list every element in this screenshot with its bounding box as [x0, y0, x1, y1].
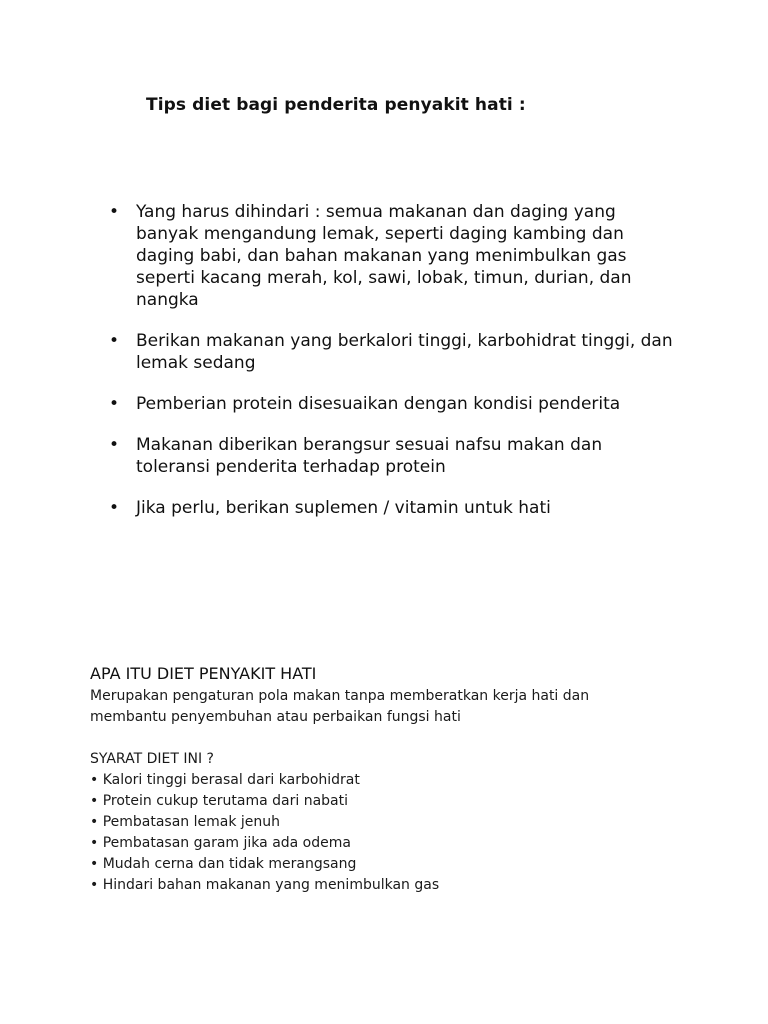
- bullet-icon: •: [109, 331, 120, 351]
- spacer: [90, 728, 730, 749]
- tip-text: Jika perlu, berikan suplemen / vitamin untuk hati: [136, 498, 551, 518]
- definition-line: Merupakan pengaturan pola makan tanpa memberatkan kerja hati dan: [90, 688, 590, 704]
- list-item: [109, 434, 679, 478]
- list-item: [109, 497, 679, 519]
- list-item: • Hindari bahan makanan yang menimbulkan gas: [90, 877, 440, 893]
- syarat-list: [90, 770, 730, 896]
- list-item: [109, 393, 679, 415]
- list-item: • Kalori tinggi berasal dari karbohidrat: [90, 772, 360, 788]
- tip-text: Makanan diberikan berangsur sesuai nafsu makan dan toleransi penderita terhadap protein: [136, 435, 603, 477]
- section-heading: APA ITU DIET PENYAKIT HATI: [90, 664, 317, 683]
- list-item: • Pembatasan garam jika ada odema: [90, 835, 351, 851]
- bullet-icon: •: [109, 498, 120, 518]
- page-title: Tips diet bagi penderita penyakit hati :: [146, 95, 526, 115]
- definition-section: [90, 662, 730, 896]
- syarat-heading: SYARAT DIET INI ?: [90, 751, 214, 767]
- tips-list: [109, 201, 679, 538]
- list-item: • Mudah cerna dan tidak merangsang: [90, 856, 357, 872]
- tip-text: Pemberian protein disesuaikan dengan kondisi penderita: [136, 394, 621, 414]
- bullet-icon: •: [109, 435, 120, 455]
- tip-text: Berikan makanan yang berkalori tinggi, karbohidrat tinggi, dan lemak sedang: [136, 331, 673, 373]
- list-item: [109, 201, 679, 311]
- bullet-icon: •: [109, 202, 120, 222]
- bullet-icon: •: [109, 394, 120, 414]
- list-item: • Pembatasan lemak jenuh: [90, 814, 281, 830]
- list-item: [109, 330, 679, 374]
- definition-line: membantu penyembuhan atau perbaikan fungsi hati: [90, 709, 461, 725]
- tip-text: Yang harus dihindari : semua makanan dan daging yang banyak mengandung lemak, seperti daging kambing dan daging babi, dan bahan makanan yang menimbulkan gas seperti kacang merah, kol, sawi, lobak, timun, durian, dan nangka: [136, 202, 632, 310]
- list-item: • Protein cukup terutama dari nabati: [90, 793, 349, 809]
